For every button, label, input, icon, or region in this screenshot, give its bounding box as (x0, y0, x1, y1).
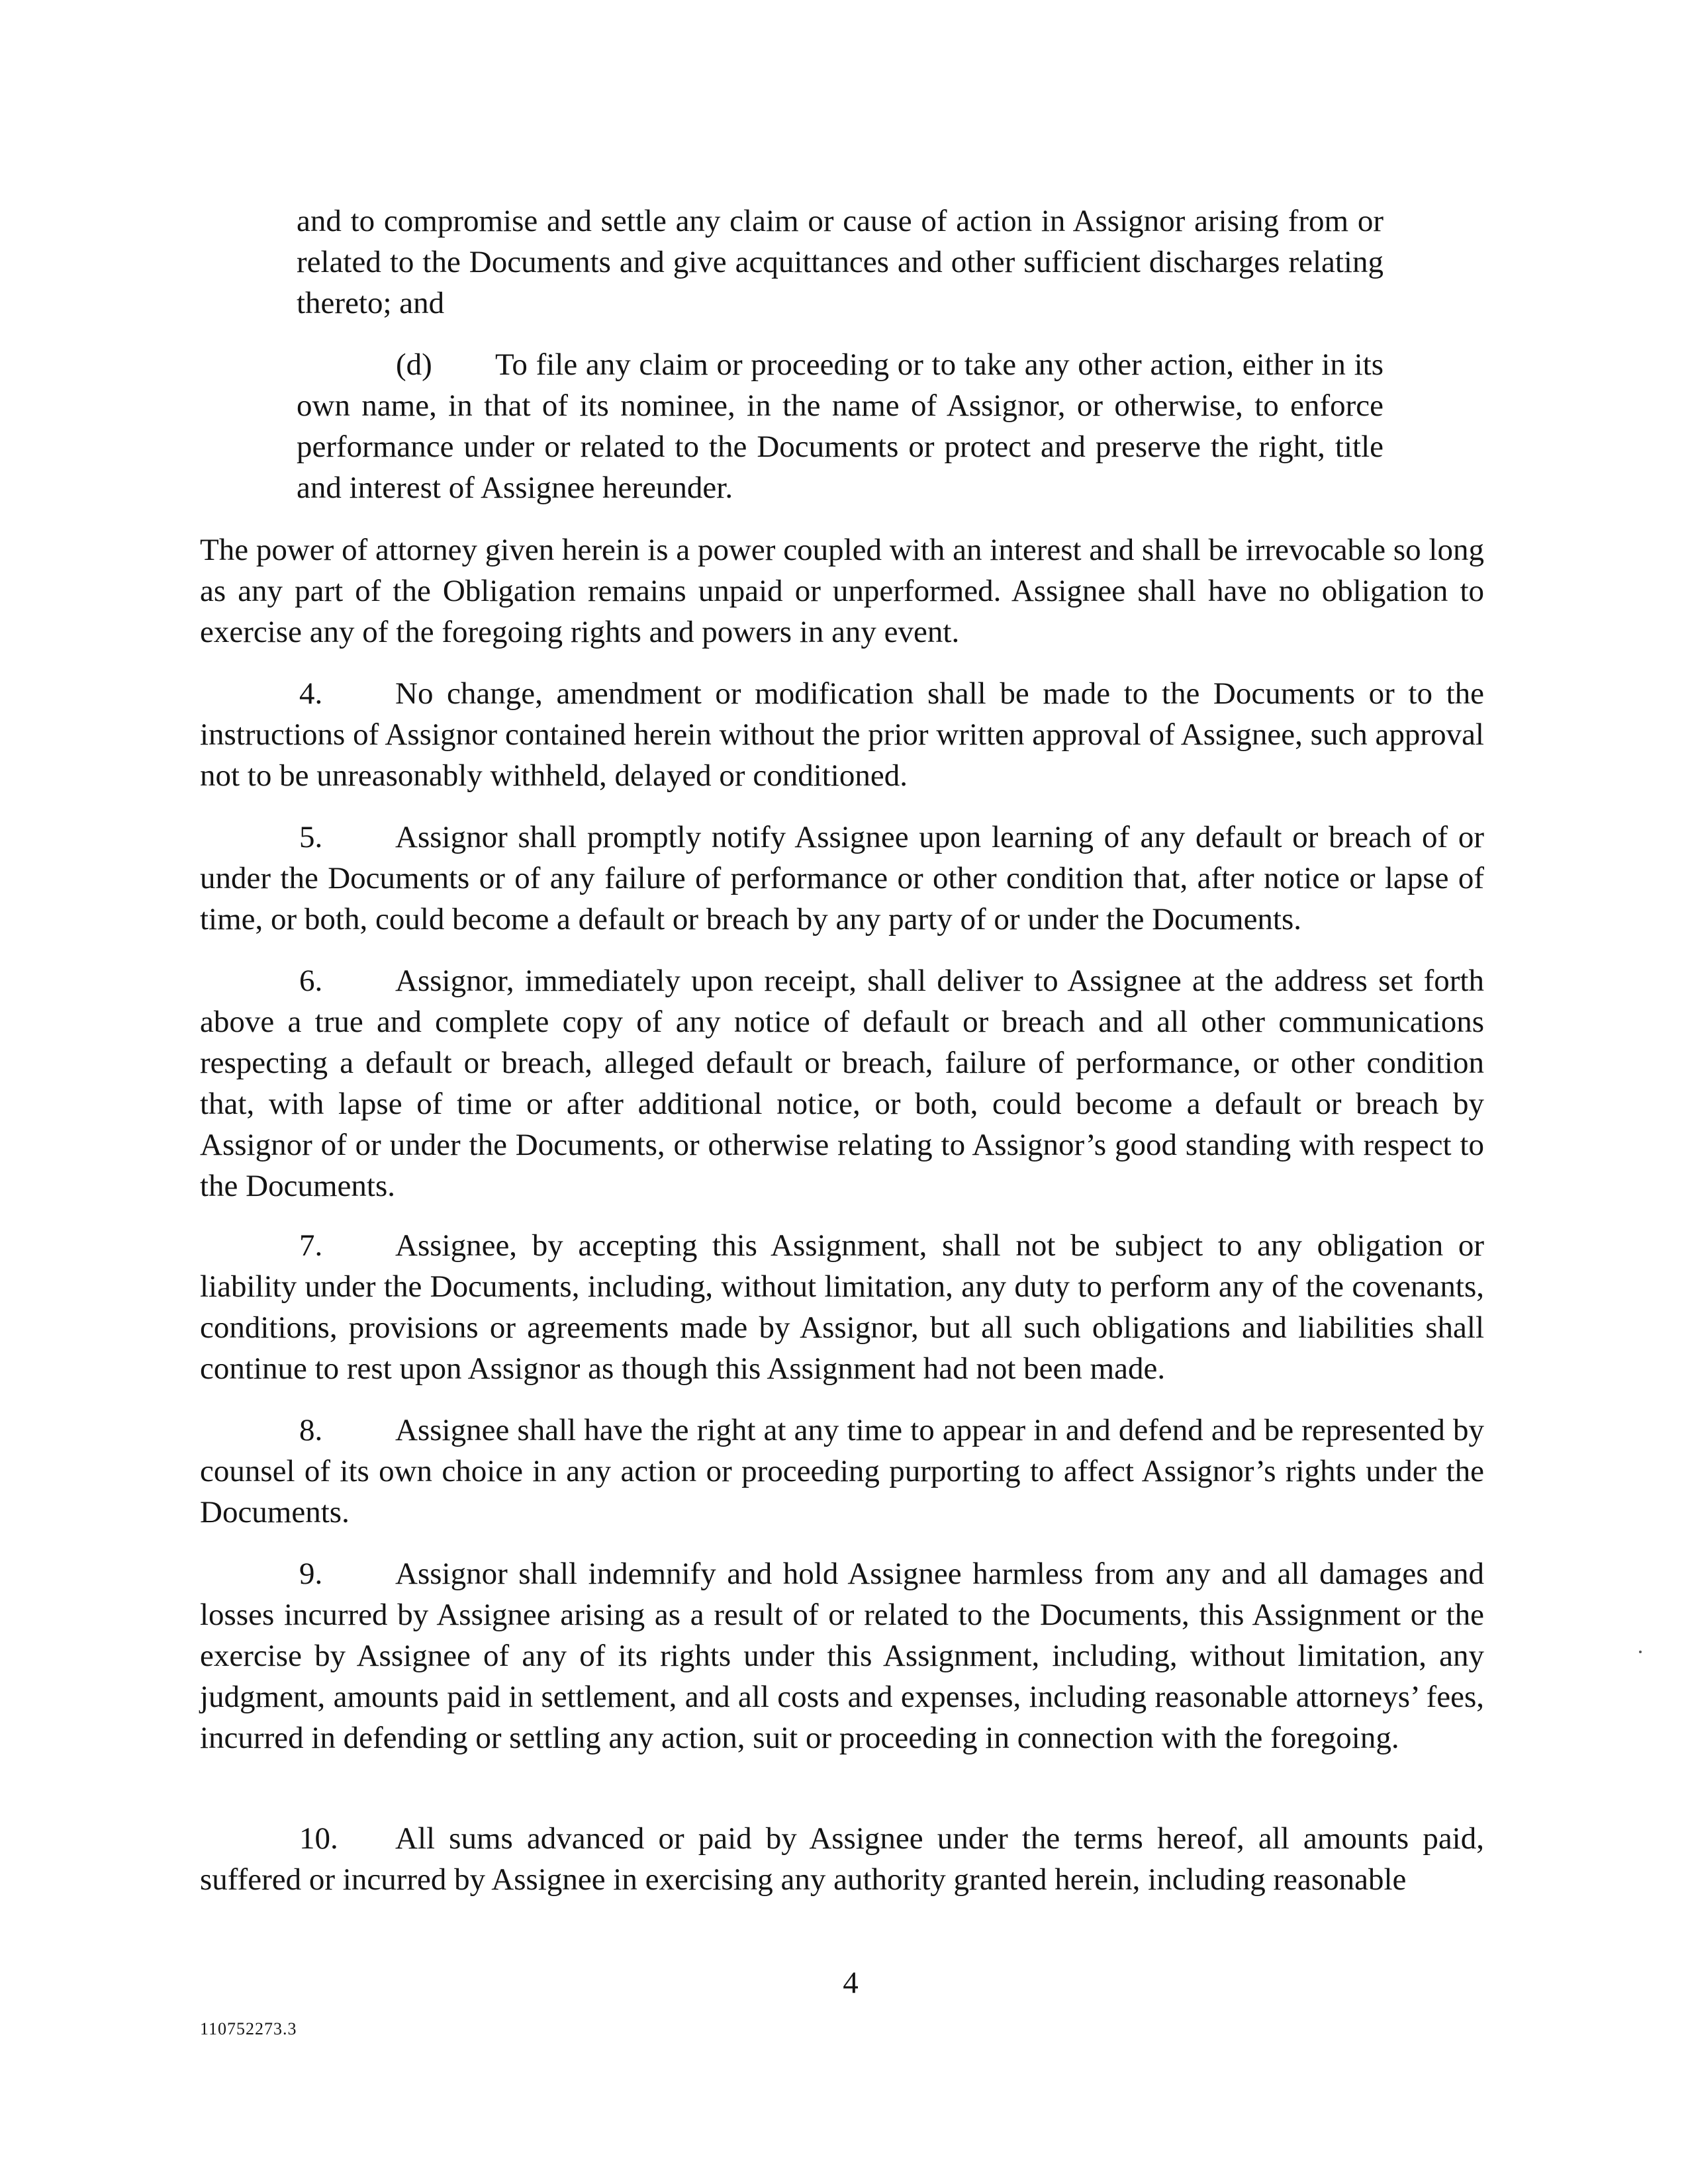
scan-speck (1639, 1651, 1642, 1653)
section-10-number: 10. (299, 1821, 338, 1856)
section-7 (200, 1225, 1484, 1389)
section-10-text: All sums advanced or paid by Assignee under the terms hereof, all amounts paid, suffered or incurred by Assignee in exercising any authority granted herein, including reasonable (200, 1821, 1484, 1897)
section-7-text: Assignee, by accepting this Assignment, shall not be subject to any obligation or liability under the Documents, including, without limitation, any duty to perform any of the covenants, conditions, provisions or agreements made by Assignor, but all such obligations and liabilities shall continue to rest upon Assignor as though this Assignment had not been made. (200, 1228, 1484, 1386)
section-4-text: No change, amendment or modification shall be made to the Documents or to the instructions of Assignor contained herein without the prior written approval of Assignee, such approval not to be unreasonably withheld, delayed or conditioned. (200, 676, 1484, 793)
continuation-paragraph: and to compromise and settle any claim or cause of action in Assignor arising from or related to the Documents and give acquittances and other sufficient discharges relating thereto; and (297, 204, 1383, 320)
power-of-attorney-paragraph: The power of attorney given herein is a power coupled with an interest and shall be irrevocable so long as any part of the Obligation remains unpaid or unperformed. Assignee shall have no obligation to exercise any of the foregoing rights and powers in any event. (200, 533, 1484, 649)
section-7-number: 7. (299, 1228, 323, 1263)
section-6 (200, 960, 1484, 1206)
section-10 (200, 1818, 1484, 1900)
section-4-number: 4. (299, 676, 323, 711)
section-9 (200, 1553, 1484, 1758)
section-8-text: Assignee shall have the right at any time to appear in and defend and be represented by counsel of its own choice in any action or proceeding purporting to affect Assignor’s rights under the Documents. (200, 1413, 1484, 1529)
subparagraph-d-label: (d) (396, 347, 432, 382)
section-5-text: Assignor shall promptly notify Assignee upon learning of any default or breach of or under the Documents or of any failure of performance or other condition that, after notice or lapse of time, or both, could become a default or breach by any party of or under the Documents. (200, 820, 1484, 936)
subparagraph-d-text: To file any claim or proceeding or to take any other action, either in its own name, in that of its nominee, in the name of Assignor, or otherwise, to enforce performance under or related to the Documents or protect and preserve the right, title and interest of Assignee hereunder. (297, 347, 1383, 505)
section-4 (200, 673, 1484, 796)
section-9-number: 9. (299, 1557, 323, 1591)
section-5-number: 5. (299, 820, 323, 854)
section-5 (200, 817, 1484, 940)
section-9-text: Assignor shall indemnify and hold Assignee harmless from any and all damages and losses incurred by Assignee arising as a result of or related to the Documents, this Assignment or the exercise by Assignee of any of its rights under this Assignment, including, without limitation, any judgment, amounts paid in settlement, and all costs and expenses, including reasonable attorneys’ fees, incurred in defending or settling any action, suit or proceeding in connection with the foregoing. (200, 1557, 1484, 1755)
document-id: 110752273.3 (200, 2019, 297, 2038)
section-6-number: 6. (299, 964, 323, 998)
section-8 (200, 1410, 1484, 1533)
section-6-text: Assignor, immediately upon receipt, shall deliver to Assignee at the address set forth above a true and complete copy of any notice of default or breach and all other communications respecting a default or breach, alleged default or breach, failure of performance, or other condition that, with lapse of time or after additional notice, or both, could become a default or breach by Assignor of or under the Documents, or otherwise relating to Assignor’s good standing with respect to the Documents. (200, 964, 1484, 1203)
section-8-number: 8. (299, 1413, 323, 1447)
page-number: 4 (843, 1966, 859, 2000)
subparagraph-d (297, 344, 1383, 508)
